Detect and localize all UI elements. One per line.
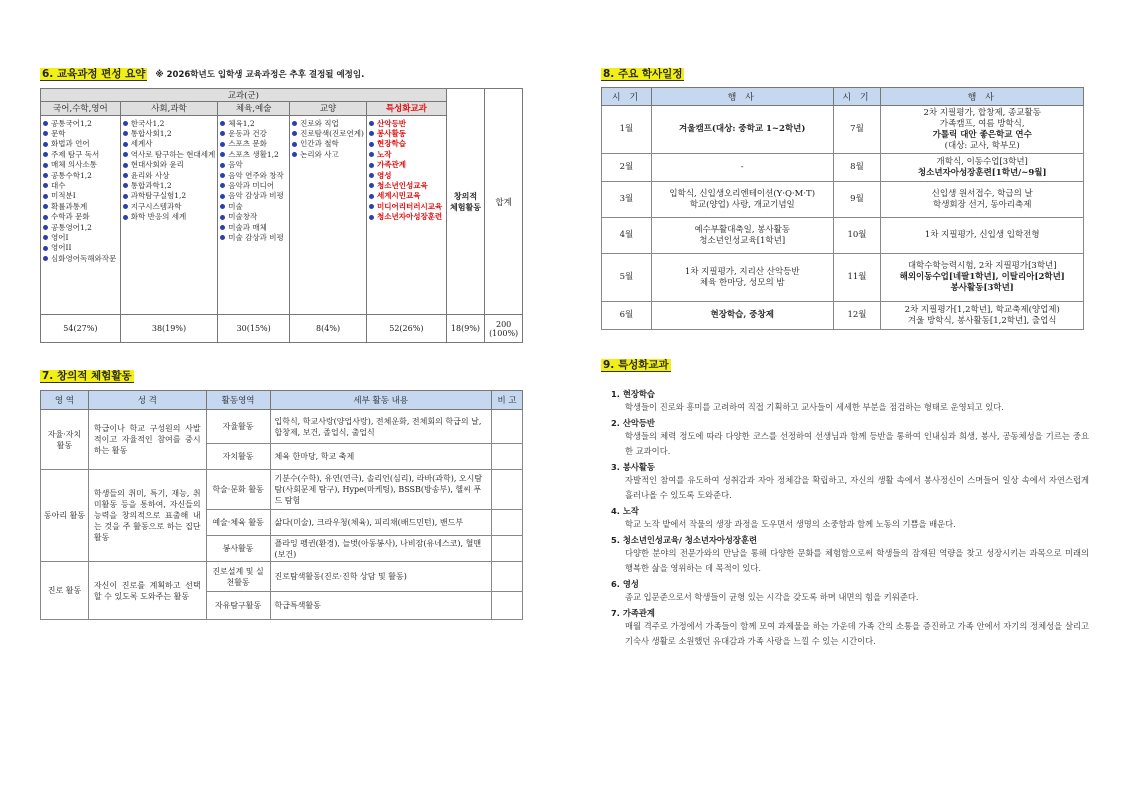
section-7-heading: 7. 창의적 체험활동 bbox=[42, 370, 132, 382]
subject-item bbox=[220, 223, 287, 233]
subject-name: 진로와 직업 bbox=[300, 118, 339, 128]
subject-name: 세계사 bbox=[130, 139, 153, 149]
bullet-icon bbox=[43, 183, 48, 188]
bullet-icon bbox=[292, 142, 297, 147]
month-cell: 7월 bbox=[833, 106, 881, 154]
creative-activity-cell bbox=[446, 89, 485, 315]
bullet-icon bbox=[220, 225, 225, 230]
subject-name: 영성 bbox=[376, 170, 392, 180]
specialized-item bbox=[611, 505, 1089, 532]
subject-name: 지구시스템과학 bbox=[130, 201, 182, 211]
field-cell: 자유탐구활동 bbox=[206, 592, 270, 620]
subject-item bbox=[123, 181, 215, 191]
subject-item bbox=[369, 119, 444, 129]
subject-name: 봉사활동 bbox=[376, 128, 406, 138]
header-detail: 세부 활동 내용 bbox=[270, 391, 492, 410]
event-line: 1차 지필평가, 지리산 산악등반 bbox=[684, 266, 800, 277]
schedule-row bbox=[602, 106, 1084, 154]
bullet-icon bbox=[123, 215, 128, 220]
subject-item bbox=[220, 181, 287, 191]
specialized-item-body: 다양한 분야의 전문가와의 만남을 통해 다양한 문화를 체험함으로써 학생들의 잠재된 역량을 찾고 성장시키는 과목으로 미래의 행복한 삶을 영위하는 데 목적이 있다. bbox=[625, 548, 1089, 573]
subject-name: 수학과 문화 bbox=[51, 212, 90, 222]
bullet-icon bbox=[43, 225, 48, 230]
bullet-icon bbox=[43, 173, 48, 178]
subject-name: 영어II bbox=[51, 243, 72, 253]
subject-name: 역사로 탐구하는 현대세계 bbox=[130, 149, 216, 159]
header-nature: 성 격 bbox=[88, 391, 206, 410]
subject-name: 노작 bbox=[376, 149, 392, 159]
subject-item bbox=[43, 243, 118, 253]
bullet-icon bbox=[43, 131, 48, 136]
detail-cell: 삶다(미술), 크라우청(체육), 피리채(배드민턴), 밴드부 bbox=[270, 510, 492, 536]
subject-item bbox=[123, 212, 215, 222]
bullet-icon bbox=[123, 131, 128, 136]
header-event-2: 행 사 bbox=[881, 88, 1084, 106]
subject-item bbox=[123, 139, 215, 149]
event-line: 예수부활대축일, 봉사활동 bbox=[694, 224, 791, 235]
event-cell bbox=[881, 106, 1084, 154]
subject-name: 체육1,2 bbox=[228, 118, 255, 128]
subject-item bbox=[123, 160, 215, 170]
event-line: 봉사활동[3학년] bbox=[950, 283, 1014, 293]
area-cell: 자율·자치 활동 bbox=[41, 410, 89, 470]
field-cell: 봉사활동 bbox=[206, 536, 270, 562]
bullet-icon bbox=[369, 173, 374, 178]
bullet-icon bbox=[123, 194, 128, 199]
section-9-title bbox=[601, 357, 671, 372]
header-period-1: 시 기 bbox=[602, 88, 652, 106]
subject-name: 산악등반 bbox=[376, 118, 406, 128]
specialized-item-title: 7. 가족관계 bbox=[611, 608, 655, 618]
subject-item bbox=[369, 212, 444, 222]
event-line: (대상: 교사, 학부모) bbox=[944, 140, 1020, 151]
event-line: 체육 한마당, 성모의 밤 bbox=[699, 277, 785, 288]
event-line: 1차 지필평가, 신입생 입학전형 bbox=[924, 230, 1040, 240]
event-line: 입학식, 신입생오리엔테이션(Y·Q·M·T) bbox=[669, 188, 816, 199]
subject-item bbox=[220, 171, 287, 181]
subject-item bbox=[369, 181, 444, 191]
subject-item bbox=[369, 139, 444, 149]
specialized-item bbox=[611, 607, 1089, 649]
subject-name: 세계시민교육 bbox=[376, 191, 421, 201]
subject-name: 음악 bbox=[228, 160, 243, 170]
subject-item bbox=[369, 171, 444, 181]
total-cell bbox=[485, 89, 523, 315]
subject-name: 미술과 매체 bbox=[228, 222, 267, 232]
creative-row bbox=[41, 562, 523, 592]
bullet-icon bbox=[220, 142, 225, 147]
bullet-icon bbox=[292, 121, 297, 126]
subject-item bbox=[220, 129, 287, 139]
field-cell: 예술·체육 활동 bbox=[206, 510, 270, 536]
subject-name: 미디어리터러시교육 bbox=[376, 201, 443, 211]
bullet-icon bbox=[369, 121, 374, 126]
detail-cell: 입학식, 학교사랑(양업사랑), 전체운화, 전체회의 학급의 날, 합창제, 보건, 졸업식, 출업식 bbox=[270, 410, 492, 444]
section-6-heading: 6. 교육과정 편성 요약 bbox=[42, 68, 146, 80]
subject-name: 음악 연주와 창작 bbox=[228, 170, 284, 180]
subject-item bbox=[43, 119, 118, 129]
event-line: 청소년인성교육[1학년] bbox=[699, 235, 786, 246]
subject-list-specialized bbox=[366, 115, 446, 315]
subject-name: 진로탐색(진로연계) bbox=[300, 128, 364, 138]
event-line: 청소년자아성장훈련[1학년/~9월] bbox=[917, 167, 1047, 178]
bullet-icon bbox=[43, 152, 48, 157]
percent-cell: 52(26%) bbox=[366, 315, 446, 343]
subject-item bbox=[369, 202, 444, 212]
detail-cell: 플라잉 펭귄(환경), 늘벗(아동봉사), 나비잠(유네스코), 혈맨(보건) bbox=[270, 536, 492, 562]
specialized-subjects-list bbox=[611, 388, 1089, 651]
detail-cell: 진로탐색활동(진로·진학 상담 및 활동) bbox=[270, 562, 492, 592]
bullet-icon bbox=[220, 215, 225, 220]
subject-item bbox=[369, 160, 444, 170]
schedule-row bbox=[602, 182, 1084, 218]
event-line: 겨울 방학식, 봉사활동[1,2학년], 출업식 bbox=[907, 315, 1057, 326]
month-cell: 8월 bbox=[833, 154, 881, 182]
subject-list-3 bbox=[218, 115, 290, 315]
subject-item bbox=[43, 254, 118, 264]
bullet-icon bbox=[369, 183, 374, 188]
subject-name: 공통국어1,2 bbox=[51, 118, 92, 128]
subject-name: 미적분I bbox=[51, 191, 76, 201]
bullet-icon bbox=[369, 142, 374, 147]
subject-name: 주제 탐구 독서 bbox=[51, 149, 100, 159]
subject-item bbox=[123, 119, 215, 129]
specialized-item-title: 4. 노작 bbox=[611, 506, 639, 516]
bullet-icon bbox=[369, 204, 374, 209]
specialized-item-body: 매월 격주로 가정에서 가족들이 함께 모여 과제물을 하는 가운데 가족 간의 소통을 증진하고 가족 안에서 자기의 정체성을 살리고 기숙사 생활로 소원했던 유대감과 가족 사랑을 느낄 수 있는 시간이다. bbox=[625, 621, 1089, 646]
percent-cell: 38(19%) bbox=[120, 315, 217, 343]
subject-name: 문학 bbox=[51, 128, 66, 138]
bullet-icon bbox=[369, 215, 374, 220]
detail-cell: 학급특색활동 bbox=[270, 592, 492, 620]
subject-item bbox=[220, 212, 287, 222]
subject-name: 논리와 사고 bbox=[300, 149, 339, 159]
header-social-science: 사회,과학 bbox=[120, 102, 217, 115]
bullet-icon bbox=[220, 163, 225, 168]
month-cell: 5월 bbox=[602, 254, 652, 302]
nature-cell: 학생들의 취미, 특기, 재능, 취미활동 등을 통하여, 자신들의 능력을 창의적으로 표출해 내는 것을 주 활동으로 하는 집단 활동 bbox=[88, 470, 206, 562]
subject-item bbox=[123, 150, 215, 160]
subject-name: 인간과 철학 bbox=[300, 139, 339, 149]
remarks-cell bbox=[492, 470, 523, 510]
bullet-icon bbox=[123, 163, 128, 168]
specialized-item-title: 6. 영성 bbox=[611, 579, 639, 589]
subject-item bbox=[220, 233, 287, 243]
subject-item bbox=[220, 202, 287, 212]
header-remarks: 비 고 bbox=[492, 391, 523, 410]
creative-activity-table bbox=[40, 390, 523, 620]
creative-row bbox=[41, 410, 523, 444]
area-cell: 동아리 활동 bbox=[41, 470, 89, 562]
specialized-item bbox=[611, 534, 1089, 576]
subject-item bbox=[43, 150, 118, 160]
subject-item bbox=[369, 150, 444, 160]
remarks-cell bbox=[492, 592, 523, 620]
subject-name: 미술 감상과 비평 bbox=[228, 232, 284, 242]
subject-item bbox=[123, 202, 215, 212]
subject-name: 통합사회1,2 bbox=[130, 128, 172, 138]
subject-name: 윤리와 사상 bbox=[130, 170, 170, 180]
event-cell bbox=[651, 154, 833, 182]
subject-item bbox=[123, 129, 215, 139]
event-cell bbox=[881, 154, 1084, 182]
subject-item bbox=[43, 160, 118, 170]
subject-name: 가족관계 bbox=[376, 160, 406, 170]
subject-list-2 bbox=[120, 115, 217, 315]
bullet-icon bbox=[369, 163, 374, 168]
remarks-cell bbox=[492, 536, 523, 562]
bullet-icon bbox=[220, 131, 225, 136]
header-event-1: 행 사 bbox=[651, 88, 833, 106]
subject-list-1 bbox=[41, 115, 121, 315]
section-9-heading: 9. 특성화교과 bbox=[603, 359, 669, 371]
bullet-icon bbox=[220, 152, 225, 157]
bullet-icon bbox=[43, 256, 48, 261]
field-cell: 진로설계 및 실천활동 bbox=[206, 562, 270, 592]
bullet-icon bbox=[43, 142, 48, 147]
subject-item bbox=[292, 150, 364, 160]
subject-name: 미술창작 bbox=[228, 212, 258, 222]
bullet-icon bbox=[43, 246, 48, 251]
specialized-item bbox=[611, 461, 1089, 503]
header-specialized: 특성화교과 bbox=[366, 102, 446, 115]
event-cell bbox=[651, 182, 833, 218]
bullet-icon bbox=[292, 152, 297, 157]
subject-item bbox=[43, 191, 118, 201]
bullet-icon bbox=[220, 121, 225, 126]
subject-name: 공통영어1,2 bbox=[51, 222, 92, 232]
specialized-item bbox=[611, 417, 1089, 459]
month-cell: 11월 bbox=[833, 254, 881, 302]
subject-item bbox=[43, 171, 118, 181]
event-line: 겨울캠프(대상: 중학교 1~2학년) bbox=[679, 124, 806, 134]
bullet-icon bbox=[369, 131, 374, 136]
schedule-row bbox=[602, 218, 1084, 254]
bullet-icon bbox=[369, 194, 374, 199]
specialized-item-body: 자발적인 참여를 유도하여 성취감과 자아 정체감을 확립하고, 자신의 생활 속에서 봉사정신이 스며들어 일상 속에서 자연스럽게 흘러나올 수 있도록 도와준다. bbox=[625, 475, 1089, 500]
header-field: 활동영역 bbox=[206, 391, 270, 410]
event-line: 2차 지필평가[1,2학년], 학교축제(양업제) bbox=[904, 304, 1060, 315]
subject-item bbox=[220, 150, 287, 160]
event-line: 대학수학능력시험, 2차 지필평가[3학년] bbox=[907, 261, 1057, 271]
subject-item bbox=[43, 223, 118, 233]
section-6-title bbox=[40, 66, 364, 81]
bullet-icon bbox=[43, 235, 48, 240]
bullet-icon bbox=[123, 173, 128, 178]
event-line: 2차 지필평가, 합창제, 종교활동 bbox=[923, 107, 1041, 118]
event-line: 가족캠프, 여름 방학식, bbox=[939, 118, 1025, 129]
bullet-icon bbox=[43, 121, 48, 126]
schedule-row bbox=[602, 154, 1084, 182]
section-6-note: ※ 2026학년도 입학생 교육과정은 추후 결정될 예정임. bbox=[155, 70, 365, 80]
event-cell bbox=[881, 254, 1084, 302]
creative-activity-label: 창의적 체험활동 bbox=[450, 190, 481, 212]
subject-name: 현장학습 bbox=[376, 139, 406, 149]
group-header: 교과(군) bbox=[41, 89, 447, 102]
subject-item bbox=[292, 139, 364, 149]
schedule-row bbox=[602, 254, 1084, 302]
curriculum-table bbox=[40, 88, 523, 343]
detail-cell: 기분수(수학), 유연(연극), 솔리언(심리), 라바(과학), 오시탐탐(사회문제 탐구), Hype(마케팅), BSSB(방송부), 헬씨 푸드 탐험 bbox=[270, 470, 492, 510]
event-cell bbox=[881, 302, 1084, 330]
bullet-icon bbox=[220, 204, 225, 209]
bullet-icon bbox=[123, 152, 128, 157]
event-cell bbox=[651, 106, 833, 154]
event-cell bbox=[651, 218, 833, 254]
field-cell: 자율활동 bbox=[206, 410, 270, 444]
bullet-icon bbox=[292, 131, 297, 136]
bullet-icon bbox=[43, 204, 48, 209]
bullet-icon bbox=[220, 183, 225, 188]
month-cell: 1월 bbox=[602, 106, 652, 154]
subject-name: 스포츠 생활1,2 bbox=[228, 149, 279, 159]
schedule-table bbox=[601, 87, 1084, 330]
event-line: 가톨릭 대안 좋은학교 연수 bbox=[932, 129, 1032, 140]
subject-item bbox=[43, 139, 118, 149]
subject-item bbox=[369, 129, 444, 139]
subject-name: 현대사회와 윤리 bbox=[130, 160, 184, 170]
header-period-2: 시 기 bbox=[833, 88, 881, 106]
month-cell: 12월 bbox=[833, 302, 881, 330]
subject-item bbox=[43, 202, 118, 212]
specialized-item-body: 종교 입문준으로서 학생들이 균형 있는 시각을 갖도록 하며 내면의 힘을 키워준다. bbox=[625, 592, 919, 602]
specialized-item-body: 학생들의 체력 정도에 따라 다양한 코스를 선정하여 선생님과 함께 등반을 통하여 인내심과 희생, 봉사, 공동체성을 기르는 중요한 교과이다. bbox=[625, 431, 1089, 456]
percent-cell-total: 200 (100%) bbox=[485, 315, 523, 343]
event-line: 신입생 원서접수, 학급의 날 bbox=[931, 188, 1033, 199]
subject-item bbox=[292, 129, 364, 139]
bullet-icon bbox=[123, 183, 128, 188]
specialized-item-title: 2. 산악등반 bbox=[611, 418, 655, 428]
subject-item bbox=[43, 233, 118, 243]
section-8-heading: 8. 주요 학사일정 bbox=[603, 68, 683, 80]
specialized-item-title: 5. 청소년인성교육/ 청소년자아성장훈련 bbox=[611, 535, 757, 545]
event-cell bbox=[651, 302, 833, 330]
subject-item bbox=[220, 191, 287, 201]
schedule-row bbox=[602, 302, 1084, 330]
subject-item bbox=[369, 191, 444, 201]
subject-name: 음악 감상과 비평 bbox=[228, 191, 284, 201]
event-line: - bbox=[740, 162, 744, 172]
subject-name: 화학 반응의 세계 bbox=[130, 212, 187, 222]
field-cell: 학술·문화 활동 bbox=[206, 470, 270, 510]
header-korean-math-english: 국어,수학,영어 bbox=[41, 102, 121, 115]
detail-cell: 체육 한마당, 학교 축제 bbox=[270, 444, 492, 470]
subject-item bbox=[220, 119, 287, 129]
bullet-icon bbox=[43, 194, 48, 199]
percent-cell: 30(15%) bbox=[218, 315, 290, 343]
specialized-item-body: 학교 노작 밭에서 작물의 생장 과정을 도우면서 생명의 소중함과 함께 노동의 기쁨을 배운다. bbox=[625, 519, 956, 529]
subject-name: 미술 bbox=[228, 201, 243, 211]
subject-name: 과학탐구실험1,2 bbox=[130, 191, 187, 201]
subject-item bbox=[123, 171, 215, 181]
bullet-icon bbox=[220, 173, 225, 178]
subject-name: 스포츠 문화 bbox=[228, 139, 267, 149]
subject-name: 심화영어독해와작문 bbox=[51, 253, 117, 263]
month-cell: 3월 bbox=[602, 182, 652, 218]
subject-item bbox=[43, 181, 118, 191]
subject-name: 대수 bbox=[51, 180, 66, 190]
event-line: 학생회장 선거, 동아리축제 bbox=[933, 199, 1032, 210]
subject-item bbox=[123, 191, 215, 201]
nature-cell: 학급이나 학교 구성원의 사발적이고 자율적인 참여를 중시하는 활동 bbox=[88, 410, 206, 470]
header-liberal-arts: 교양 bbox=[290, 102, 367, 115]
bullet-icon bbox=[123, 142, 128, 147]
section-8-title bbox=[601, 66, 684, 81]
bullet-icon bbox=[220, 235, 225, 240]
subject-name: 통합과학1,2 bbox=[130, 180, 172, 190]
event-line: 개학식, 이동수업[3학년] bbox=[936, 156, 1028, 167]
event-line: 현장학습, 중창제 bbox=[710, 310, 774, 320]
subject-item bbox=[43, 212, 118, 222]
nature-cell: 자신이 진로를 계획하고 선택할 수 있도록 도와주는 활동 bbox=[88, 562, 206, 620]
bullet-icon bbox=[123, 121, 128, 126]
subject-name: 음악과 미디어 bbox=[228, 180, 275, 190]
subject-item bbox=[43, 129, 118, 139]
event-cell bbox=[881, 182, 1084, 218]
subject-name: 청소년인성교육 bbox=[376, 180, 428, 190]
month-cell: 6월 bbox=[602, 302, 652, 330]
subject-name: 운동과 건강 bbox=[228, 128, 267, 138]
subject-name: 확률과통계 bbox=[51, 201, 88, 211]
subject-name: 매체 의사소통 bbox=[51, 160, 97, 170]
header-area: 영 역 bbox=[41, 391, 89, 410]
bullet-icon bbox=[43, 215, 48, 220]
subject-item bbox=[292, 119, 364, 129]
remarks-cell bbox=[492, 510, 523, 536]
event-line: 학교(양업) 사랑, 개교기념일 bbox=[689, 199, 795, 210]
specialized-item bbox=[611, 578, 1089, 605]
subject-name: 화법과 언어 bbox=[51, 139, 90, 149]
subject-list-4 bbox=[290, 115, 367, 315]
subject-name: 한국사1,2 bbox=[130, 118, 165, 128]
subject-name: 청소년자아성장훈련 bbox=[376, 212, 443, 222]
specialized-item-title: 1. 현장학습 bbox=[611, 389, 655, 399]
percent-cell: 8(4%) bbox=[290, 315, 367, 343]
event-cell bbox=[651, 254, 833, 302]
specialized-item bbox=[611, 388, 1089, 415]
bullet-icon bbox=[123, 204, 128, 209]
month-cell: 10월 bbox=[833, 218, 881, 254]
field-cell: 자치활동 bbox=[206, 444, 270, 470]
total-label: 합계 bbox=[495, 197, 512, 208]
subject-name: 영어I bbox=[51, 232, 69, 242]
percent-cell: 54(27%) bbox=[41, 315, 121, 343]
percent-cell: 18(9%) bbox=[446, 315, 485, 343]
specialized-item-title: 3. 봉사활동 bbox=[611, 462, 655, 472]
month-cell: 2월 bbox=[602, 154, 652, 182]
remarks-cell bbox=[492, 410, 523, 444]
remarks-cell bbox=[492, 562, 523, 592]
creative-row bbox=[41, 470, 523, 510]
section-7-title bbox=[40, 368, 134, 383]
month-cell: 4월 bbox=[602, 218, 652, 254]
header-pe-arts: 체육,예술 bbox=[218, 102, 290, 115]
specialized-item-body: 학생들이 진로와 흥미를 고려하여 직접 기획하고 교사들이 세세한 부분을 점검하는 형태로 운영되고 있다. bbox=[625, 402, 1004, 412]
subject-item bbox=[220, 160, 287, 170]
event-line: 해외이동수업[네팔1학년], 이탈리아[2학년] bbox=[899, 272, 1065, 282]
month-cell: 9월 bbox=[833, 182, 881, 218]
area-cell: 진로 활동 bbox=[41, 562, 89, 620]
remarks-cell bbox=[492, 444, 523, 470]
subject-name: 공통수학1,2 bbox=[51, 170, 92, 180]
bullet-icon bbox=[220, 194, 225, 199]
bullet-icon bbox=[43, 163, 48, 168]
bullet-icon bbox=[369, 152, 374, 157]
event-cell bbox=[881, 218, 1084, 254]
subject-item bbox=[220, 139, 287, 149]
